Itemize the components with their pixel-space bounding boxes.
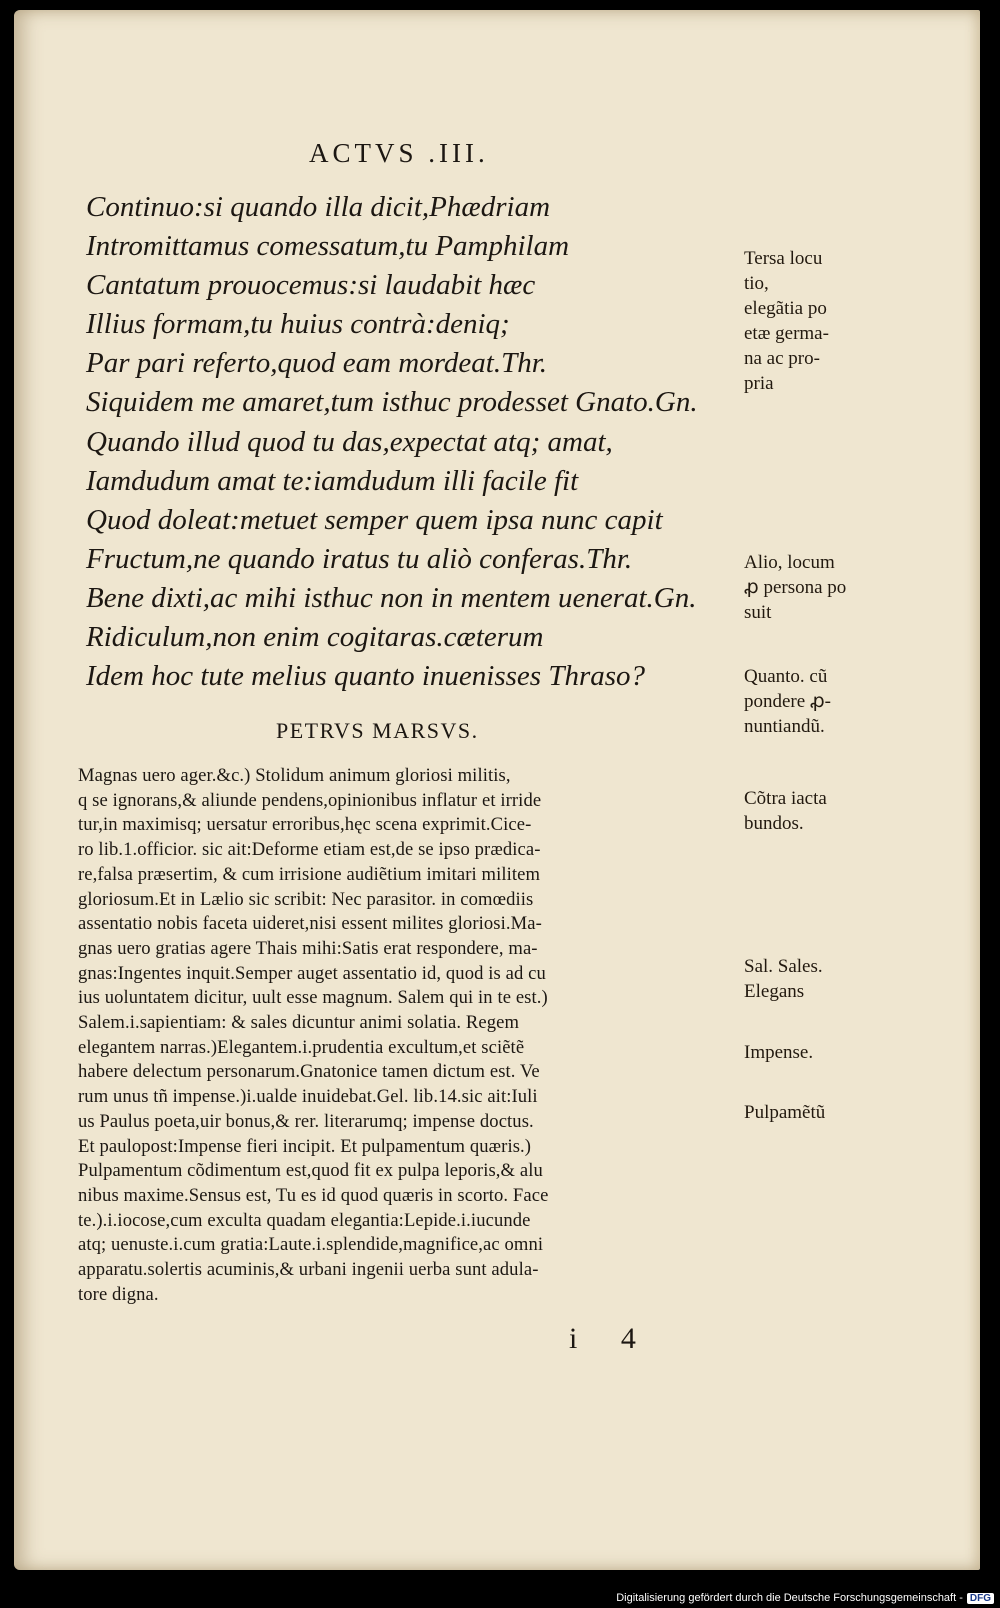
side-note-line: ꝓ persona po: [744, 577, 847, 598]
commentary-line: habere delectum personarum.Gnatonice tamen dictum est. Ve: [78, 1061, 540, 1083]
side-note-line: suit: [744, 602, 772, 623]
side-note-line: Elegans: [744, 981, 805, 1002]
running-head: ACTVS .III.: [309, 138, 489, 168]
commentary-line: Et paulopost:Impense fieri incipit. Et pulpamentum quæris.): [78, 1135, 532, 1157]
side-note-line: pria: [744, 373, 774, 394]
side-note-sal: [744, 954, 823, 1004]
verse-line: Bene dixti,ac mihi isthuc non in mentem uenerat.Gn.: [86, 581, 697, 614]
verse-line: Cantatum prouocemus:si laudabit hæc: [86, 269, 536, 302]
side-note-line: Alio, locum: [744, 552, 835, 573]
commentary-line: q se ignorans,& aliunde pendens,opinionibus inflatur et irride: [78, 789, 542, 811]
side-note-line: tio,: [744, 273, 769, 294]
verse-line: Quod doleat:metuet semper quem ipsa nunc capit: [86, 503, 663, 536]
side-note-alio: [744, 550, 846, 625]
side-note-line: Sal. Sales.: [744, 956, 823, 977]
commentary-line: gloriosum.Et in Lælio sic scribit: Nec parasitor. in comœdiis: [78, 888, 534, 910]
verse-line: Ridiculum,non enim cogitaras.cæterum: [86, 621, 544, 654]
commentary-line: apparatu.solertis acuminis,& urbani ingenii uerba sunt adula-: [78, 1259, 539, 1281]
verse-block: [86, 188, 746, 696]
verse-line: Iamdudum amat te:iamdudum illi facile fit: [86, 464, 579, 497]
commentary-title: PETRVS MARSVS.: [276, 718, 479, 743]
verse-line: Fructum,ne quando iratus tu aliò conferas.Thr.: [86, 542, 633, 575]
commentary-line: tore digna.: [78, 1283, 159, 1305]
commentary-line: re,falsa præsertim, & cum irrisione audiẽtium imitari militem: [78, 863, 541, 885]
side-note-line: pondere ꝓ-: [744, 691, 831, 712]
side-note-line: nuntiandũ.: [744, 716, 825, 737]
commentary-line: gnas:Ingentes inquit.Semper auget assentatio id, quod is ad cu: [78, 962, 546, 984]
verse-line: Idem hoc tute melius quanto inuenisses Thraso?: [86, 660, 646, 693]
side-note-quanto: [744, 664, 831, 739]
verse-line: Par pari referto,quod eam mordeat.Thr.: [86, 347, 548, 380]
side-note-line: Impense.: [744, 1042, 814, 1063]
commentary-line: gnas uero gratias agere Thais mihi:Satis erat respondere, ma-: [78, 937, 538, 959]
commentary-line: elegantem narras.)Elegantem.i.prudentia excultum,et sciẽtẽ: [78, 1036, 525, 1058]
book-page: [14, 10, 980, 1570]
side-note-tersa: [744, 246, 829, 396]
commentary-block: [78, 764, 738, 1307]
digitization-footer: [616, 1588, 994, 1608]
side-note-line: na ac pro-: [744, 348, 820, 369]
dfg-logo: DFG: [967, 1593, 994, 1604]
commentary-line: tur,in maximisq; uersatur erroribus,hęc scena exprimit.Cice-: [78, 814, 532, 836]
commentary-line: rum unus tñ impense.)i.ualde inuidebat.Gel. lib.14.sic ait:Iuli: [78, 1086, 538, 1108]
commentary-line: assentatio nobis faceta uideret,nisi essent milites gloriosi.Ma-: [78, 913, 542, 935]
side-note-line: Tersa locu: [744, 248, 823, 269]
side-note-line: Cõtra iacta: [744, 788, 827, 809]
verse-line: Quando illud quod tu das,expectat atq; amat,: [86, 425, 613, 458]
side-note-line: etæ germa-: [744, 323, 829, 344]
commentary-line: nibus maxime.Sensus est, Tu es id quod quæris in scorto. Face: [78, 1184, 549, 1206]
commentary-line: Magnas uero ager.&c.) Stolidum animum gloriosi militis,: [78, 765, 511, 786]
commentary-line: ius uoluntatem dicitur, uult esse magnum. Salem qui in te est.): [78, 987, 548, 1009]
side-note-line: Pulpamẽtũ: [744, 1102, 826, 1123]
verse-line: Continuo:si quando illa dicit,Phædriam: [86, 191, 551, 223]
side-note-contra: [744, 786, 827, 836]
footer-text: Digitalisierung gefördert durch die Deutsche Forschungsgemeinschaft -: [616, 1592, 963, 1604]
side-note-impense: [744, 1040, 813, 1065]
side-note-line: elegãtia po: [744, 298, 827, 319]
verse-line: Illius formam,tu huius contrà:deniq;: [86, 308, 510, 341]
side-note-pulpamentum: [744, 1100, 825, 1125]
side-note-line: bundos.: [744, 813, 804, 834]
commentary-line: Pulpamentum cõdimentum est,quod fit ex pulpa leporis,& alu: [78, 1160, 543, 1182]
commentary-line: te.).i.iocose,cum exculta quadam elegantia:Lepide.i.iucunde: [78, 1209, 531, 1231]
verse-line: Siquidem me amaret,tum isthuc prodesset Gnato.Gn.: [86, 386, 698, 419]
verse-line: Intromittamus comessatum,tu Pamphilam: [86, 230, 570, 263]
commentary-line: Salem.i.sapientiam: & sales dicuntur animi solatia. Regem: [78, 1012, 520, 1034]
commentary-line: ro lib.1.officior. sic ait:Deforme etiam est,de se ipso prædica-: [78, 839, 541, 861]
commentary-line: us Paulus poeta,uir bonus,& rer. literarumq; impense doctus.: [78, 1110, 534, 1132]
commentary-line: atq; uenuste.i.cum gratia:Laute.i.splendide,magnifice,ac omni: [78, 1234, 544, 1256]
signature-mark: i 4: [569, 1322, 654, 1355]
side-note-line: Quanto. cũ: [744, 666, 828, 687]
